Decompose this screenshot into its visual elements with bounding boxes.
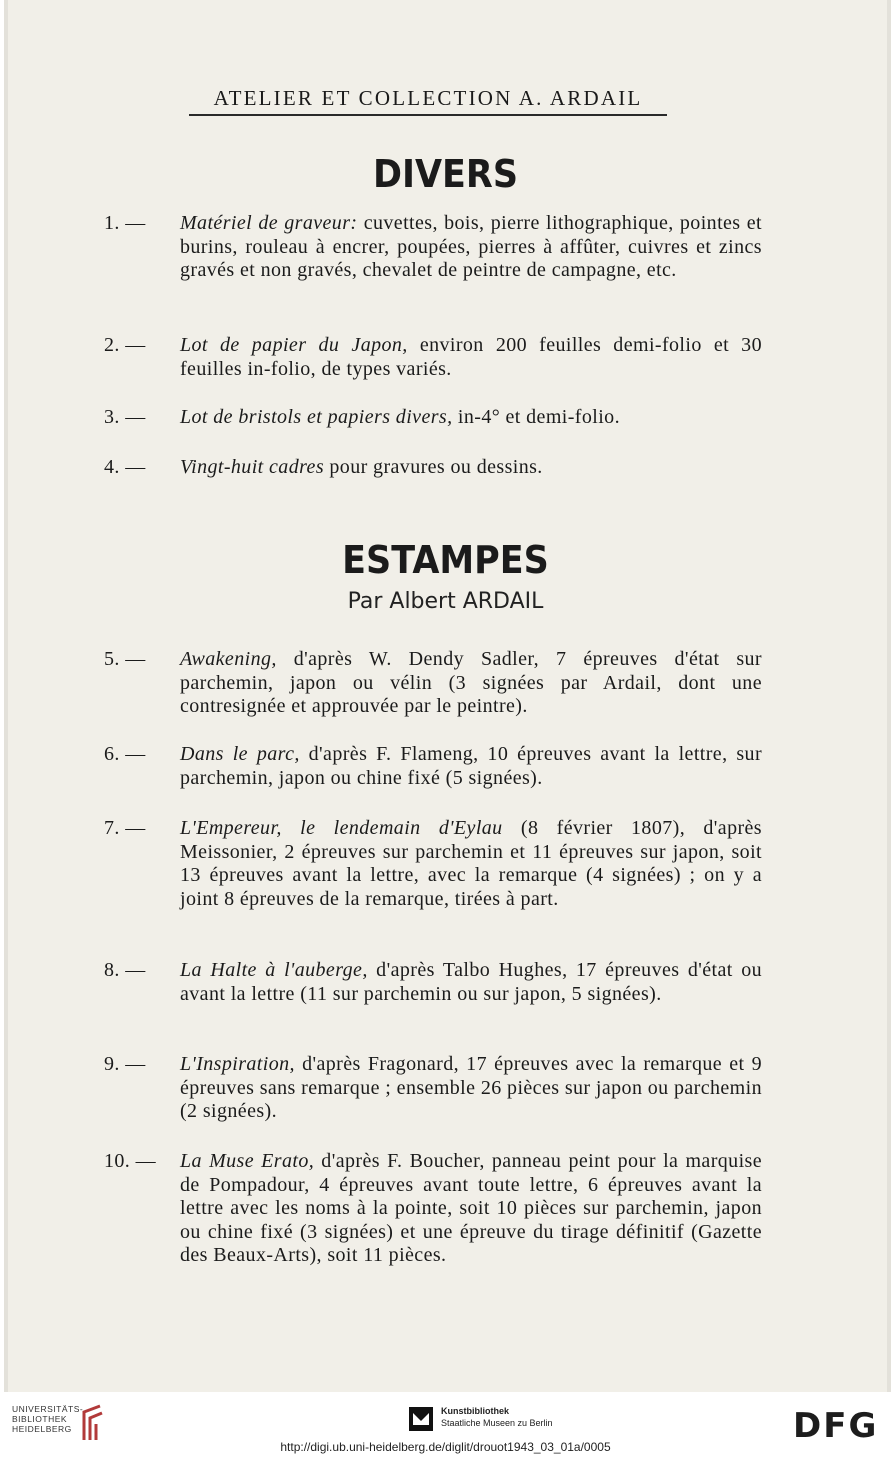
entry-number: 4. —	[104, 456, 146, 478]
kb-name: Kunstbibliothek	[441, 1406, 509, 1416]
entry-text: environ 200 feuilles demi-folio et 30 feuilles in-folio, de types variés.	[180, 334, 762, 380]
entry-title: Lot de papier du Japon,	[180, 334, 408, 356]
entry-number: 6. —	[104, 743, 146, 765]
entry-title: La Halte à l'auberge,	[180, 959, 368, 981]
page-header: ATELIER ET COLLECTION A. ARDAIL	[189, 86, 667, 116]
entry-title: Dans le parc,	[180, 743, 300, 765]
entry-number: 3. —	[104, 406, 146, 428]
entry-title: Lot de bristols et papiers divers,	[180, 406, 453, 428]
uni-logo-line: UNIVERSITÄTS-	[12, 1404, 84, 1414]
entry-text: d'après F. Flameng, 10 épreuves avant la lettre, sur parchemin, japon ou chine fixé (5 signées).	[180, 743, 763, 789]
uni-logo-line: HEIDELBERG	[12, 1424, 72, 1434]
entry-text: pour gravures ou dessins.	[324, 456, 543, 478]
entry-title: Awakening,	[180, 648, 277, 670]
section-subtitle: Par Albert ARDAIL	[347, 589, 544, 614]
dfg-logo[interactable]: DFG	[793, 1406, 879, 1446]
entry-text: d'après Talbo Hughes, 17 épreuves d'état ou avant la lettre (11 sur parchemin ou sur japon, 5 signées).	[180, 959, 762, 1005]
document-page	[4, 0, 887, 1392]
entry-number: 2. —	[104, 334, 146, 356]
catalog-entry	[104, 817, 762, 911]
page-edge-left	[4, 0, 8, 1392]
catalog-entry	[104, 1053, 762, 1124]
kunstbibliothek-label[interactable]	[441, 1405, 553, 1429]
catalog-entry	[104, 648, 762, 719]
entry-title: L'Inspiration,	[180, 1053, 295, 1075]
entry-title: Matériel de graveur:	[180, 212, 358, 234]
entry-number: 1. —	[104, 212, 146, 234]
kunstbibliothek-logo-icon	[409, 1407, 433, 1431]
source-url[interactable]: http://digi.ub.uni-heidelberg.de/diglit/drouot1943_03_01a/0005	[280, 1440, 611, 1454]
entry-number: 8. —	[104, 959, 146, 981]
catalog-entry	[104, 456, 762, 480]
entry-text: d'après F. Boucher, panneau peint pour la marquise de Pompadour, 4 épreuves avant toute lettre, 6 épreuves avant la lettre avec les noms à la pointe, soit 10 pièces sur parchemin, japon ou chine fixé (3 signées) et une épreuve du tirage définitif (Gazette des Beaux-Arts), soit 11 pièces.	[180, 1150, 762, 1266]
entry-text: cuvettes, bois, pierre lithographique, pointes et burins, rouleau à encrer, poupées, pierres à affûter, cuivres et zincs gravés et non gravés, chevalet de peintre de campagne, etc.	[180, 212, 762, 281]
entry-text: d'après Fragonard, 17 épreuves avec la remarque et 9 épreuves sans remarque ; ensemble 26 pièces sur japon ou parchemin (2 signées).	[180, 1053, 762, 1122]
kb-subname: Staatliche Museen zu Berlin	[441, 1418, 553, 1428]
entry-title: L'Empereur, le lendemain d'Eylau	[180, 817, 503, 839]
entry-number: 5. —	[104, 648, 146, 670]
entry-text: d'après W. Dendy Sadler, 7 épreuves d'état sur parchemin, japon ou vélin (3 signées par Ardail, dont une contresignée et approuvée par le peintre).	[180, 648, 762, 717]
entry-title: La Muse Erato,	[180, 1150, 315, 1172]
catalog-entry	[104, 1150, 762, 1268]
catalog-entry	[104, 959, 762, 1006]
catalog-entry	[104, 334, 762, 381]
section-title-divers: DIVERS	[372, 152, 519, 196]
catalog-entry	[104, 406, 762, 430]
entry-title: Vingt-huit cadres	[180, 456, 324, 478]
uni-logo-line: BIBLIOTHEK	[12, 1414, 68, 1424]
entry-text: in-4° et demi-folio.	[452, 406, 620, 428]
catalog-entry	[104, 212, 762, 283]
catalog-entry	[104, 743, 762, 790]
page-edge-right	[887, 0, 891, 1392]
section-title-estampes: ESTAMPES	[342, 538, 549, 582]
university-emblem-icon	[80, 1404, 106, 1442]
entry-number: 10. —	[104, 1150, 156, 1172]
entry-text: (8 février 1807), d'après Meissonier, 2 épreuves sur parchemin et 11 épreuves sur japon, soit 13 épreuves avant la lettre, avec la remarque (4 signées) ; on y a joint 8 épreuves de la remarque, tirées à part.	[180, 817, 762, 910]
entry-number: 7. —	[104, 817, 146, 839]
entry-number: 9. —	[104, 1053, 146, 1075]
